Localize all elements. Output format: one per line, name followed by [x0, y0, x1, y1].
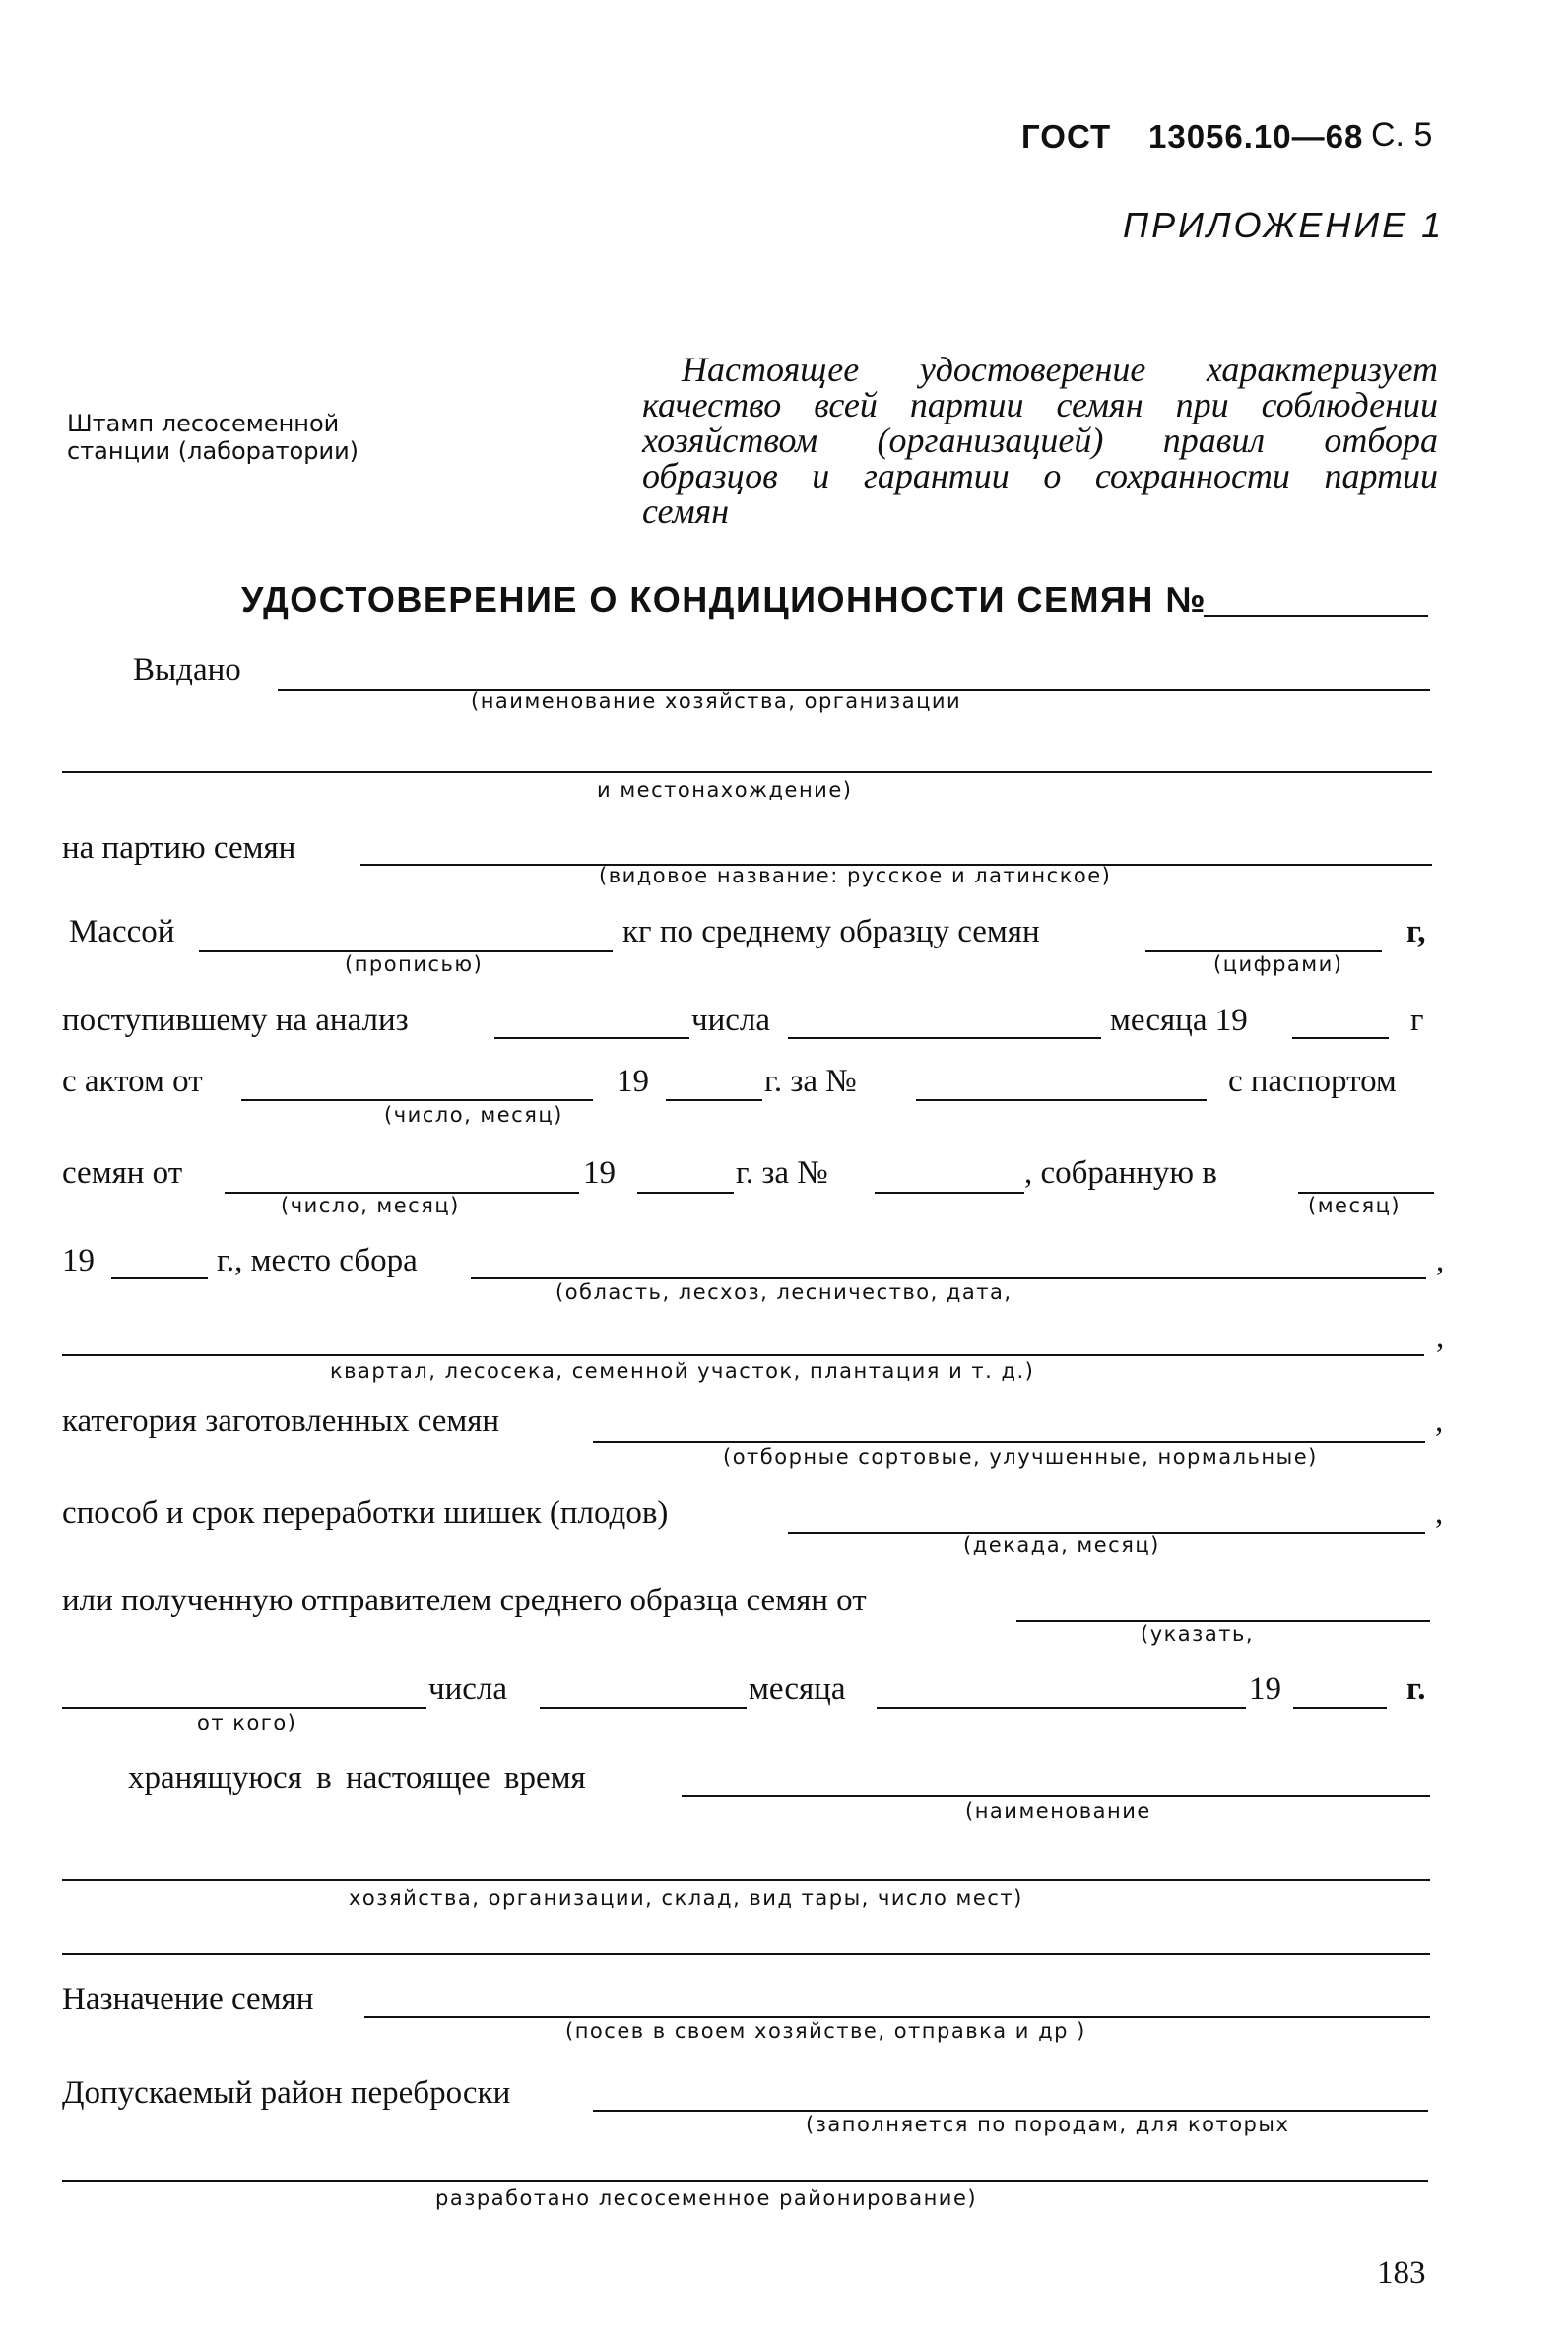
- sender-month-field[interactable]: [877, 1707, 1246, 1709]
- note-line-4: образцов и гарантии о сохранности партии: [642, 456, 1438, 495]
- region-field-2[interactable]: [62, 2180, 1428, 2182]
- note-line-1: Настоящее удостоверение характеризует: [682, 350, 1438, 389]
- region-label: Допускаемый район переброски: [62, 2075, 511, 2111]
- received-day-field[interactable]: [494, 1037, 689, 1039]
- page-number: 183: [1377, 2255, 1426, 2291]
- place-hint-2: квартал, лесосека, семенной участок, плантация и т. д.): [330, 1359, 1035, 1383]
- seeds-from-label: семян от: [62, 1155, 183, 1191]
- category-hint: (отборные сортовые, улучшенные, нормальные): [723, 1445, 1318, 1469]
- page-label: С. 5: [1371, 116, 1433, 154]
- collected-in-label: , собранную в: [1024, 1155, 1217, 1191]
- place-hint-1: (область, лесхоз, лесничество, дата,: [555, 1280, 1013, 1304]
- note-line-5: семян: [642, 491, 730, 531]
- issued-hint-2: и местонахождение): [597, 778, 853, 802]
- received-day-label: числа: [691, 1003, 771, 1038]
- collect-year-label: 19: [62, 1243, 95, 1278]
- note-line-3: хозяйством (организацией) правил отбора: [642, 421, 1438, 460]
- batch-label: на партию семян: [62, 830, 296, 866]
- passport-year-field[interactable]: [637, 1192, 734, 1194]
- category-label: категория заготовленных семян: [62, 1403, 500, 1439]
- mass-kg-label: кг по среднему образцу семян: [622, 914, 1040, 949]
- sender-year-unit: г.: [1406, 1671, 1426, 1707]
- doc-standard: ГОСТ: [1021, 118, 1112, 155]
- region-field[interactable]: [593, 2110, 1428, 2112]
- issued-hint-1: (наименование хозяйства, организации: [471, 689, 962, 713]
- category-field[interactable]: [593, 1441, 1425, 1443]
- certificate-number-field[interactable]: [1204, 615, 1428, 617]
- region-hint-1: (заполняется по породам, для которых: [806, 2113, 1290, 2136]
- doc-number: 13056.10—68: [1148, 118, 1364, 155]
- stored-field-2[interactable]: [62, 1879, 1430, 1881]
- passport-number-label: г. за №: [736, 1155, 828, 1191]
- passport-date-hint: (число, месяц): [281, 1194, 460, 1217]
- purpose-hint: (посев в своем хозяйстве, отправка и др ): [565, 2019, 1086, 2043]
- certificate-note: [642, 352, 1438, 529]
- mass-unit-label: г,: [1406, 914, 1426, 949]
- place-field-2[interactable]: [62, 1354, 1424, 1356]
- digits-hint: (цифрами): [1213, 952, 1343, 976]
- storage-hint: хозяйства, организации, склад, вид тары, число мест): [349, 1886, 1023, 1910]
- note-line-2: качество всей партии семян при соблюдении: [642, 385, 1438, 424]
- appendix-title: ПРИЛОЖЕНИЕ 1: [1123, 205, 1445, 245]
- place-comma: ,: [1436, 1243, 1445, 1278]
- stored-field[interactable]: [682, 1795, 1430, 1797]
- from-whom-hint: от кого): [197, 1711, 297, 1734]
- issued-label: Выдано: [133, 652, 241, 687]
- received-label: поступившему на анализ: [62, 1003, 409, 1038]
- act-label: с актом от: [62, 1064, 203, 1099]
- received-year-unit: г: [1410, 1003, 1424, 1038]
- stamp-label: [67, 410, 359, 465]
- received-year-field[interactable]: [1292, 1037, 1389, 1039]
- act-number-field[interactable]: [916, 1099, 1207, 1101]
- place-field[interactable]: [471, 1277, 1426, 1279]
- or-received-label: или полученную отправителем среднего образца семян от: [62, 1583, 867, 1618]
- sender-day-label: числа: [428, 1671, 508, 1707]
- region-hint-2: разработано лесосеменное районирование): [435, 2187, 978, 2210]
- passport-number-field[interactable]: [875, 1192, 1024, 1194]
- mass-label: Массой: [69, 914, 175, 949]
- category-comma: ,: [1435, 1403, 1444, 1439]
- month-hint: (месяц): [1308, 1194, 1402, 1217]
- sender-month-label: месяца: [749, 1671, 846, 1707]
- mass-hint: (прописью): [345, 952, 484, 976]
- method-hint: (декада, месяц): [963, 1534, 1160, 1557]
- issued-to-field-2[interactable]: [62, 771, 1432, 773]
- act-number-label: г. за №: [764, 1064, 857, 1099]
- method-label: способ и срок переработки шишек (плодов): [62, 1495, 669, 1531]
- sender-day-field[interactable]: [540, 1707, 747, 1709]
- stamp-line-2: станции (лаборатории): [67, 437, 359, 465]
- collect-year-field[interactable]: [111, 1277, 208, 1279]
- act-year-field[interactable]: [666, 1099, 762, 1101]
- certificate-title: УДОСТОВЕРЕНИЕ О КОНДИЦИОННОСТИ СЕМЯН №: [241, 579, 1207, 620]
- received-month-field[interactable]: [788, 1037, 1101, 1039]
- stored-field-3[interactable]: [62, 1953, 1430, 1955]
- method-comma: ,: [1435, 1495, 1444, 1531]
- sender-year-label: 19: [1249, 1671, 1281, 1707]
- batch-hint: (видовое название: русское и латинское): [599, 864, 1112, 887]
- specify-hint: (указать,: [1141, 1622, 1254, 1646]
- name-hint: (наименование: [965, 1799, 1151, 1823]
- stamp-line-1: Штамп лесосеменной: [67, 410, 340, 437]
- place-comma-2: ,: [1436, 1320, 1445, 1355]
- stored-label: хранящуюся в настоящее время: [128, 1760, 586, 1795]
- passport-label: с паспортом: [1228, 1064, 1397, 1099]
- place-label: г., место сбора: [217, 1243, 418, 1278]
- act-year-label: 19: [617, 1064, 649, 1099]
- sender-field-2[interactable]: [62, 1707, 426, 1709]
- received-month-label: месяца 19: [1110, 1003, 1248, 1038]
- passport-year-label: 19: [583, 1155, 616, 1191]
- act-date-field[interactable]: [241, 1099, 593, 1101]
- purpose-label: Назначение семян: [62, 1982, 314, 2017]
- purpose-field[interactable]: [364, 2016, 1430, 2018]
- act-date-hint: (число, месяц): [384, 1103, 563, 1127]
- sender-year-field[interactable]: [1293, 1707, 1387, 1709]
